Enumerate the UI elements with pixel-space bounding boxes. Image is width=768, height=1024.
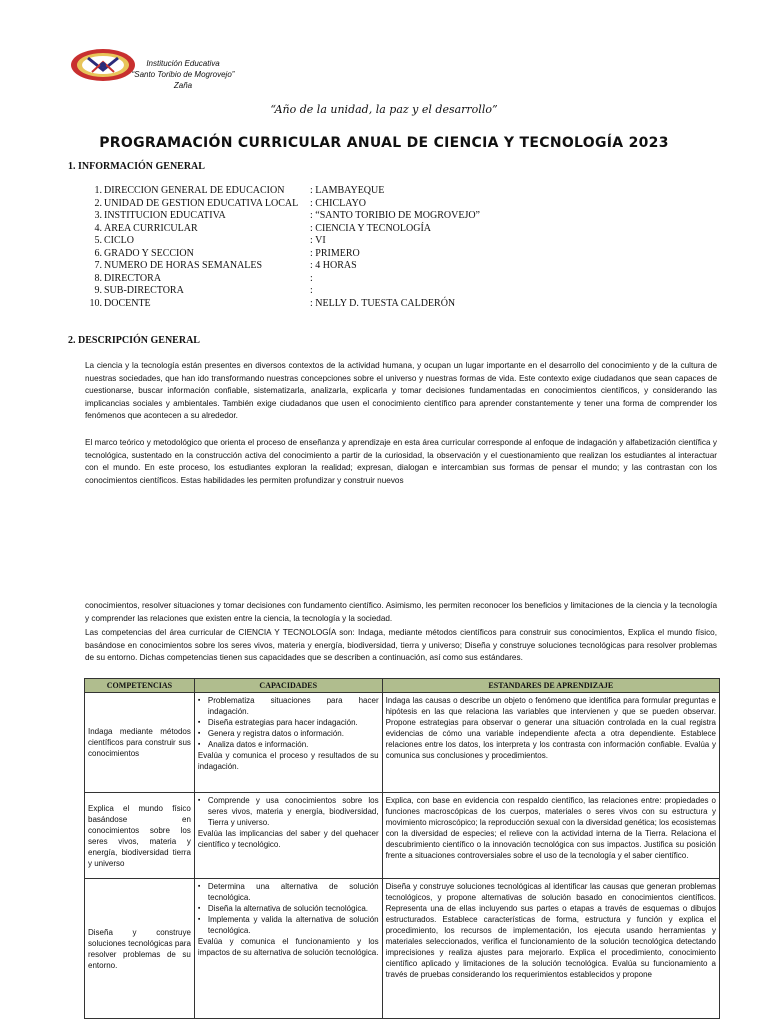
info-value: : CHICLAYO bbox=[310, 197, 367, 209]
capacities-list bbox=[198, 881, 379, 936]
info-number: 8. bbox=[94, 272, 102, 284]
document-title: PROGRAMACIÓN CURRICULAR ANUAL DE CIENCIA Y TECNOLOGÍA 2023 bbox=[99, 135, 669, 151]
info-label: DIRECTORA bbox=[104, 272, 162, 284]
standard-cell: Diseña y construye soluciones tecnológicas al identificar las causas que generan problemas tecnológicos, y propone alternativas de solución basado en conocimientos científicos. Representa una de ellas incluyendo sus partes o etapas a través de esquemas o dibujos estructurados. Establece características de forma, estructura y función y explica el procedimiento, los recursos de implementación, los ejecuta usando herramientas y materiales seleccionados, verifica el funcionamiento de la solución tecnológica detectando imprecisiones y realiza ajustes para mejorarlo. Explica el procedimiento, conocimiento científico aplicado y limitaciones de la solución tecnológica. Evalúa su funcionamiento a través de pruebas considerando los requerimientos establecidos y propone bbox=[382, 879, 719, 1019]
description-paragraph-3: conocimientos, resolver situaciones y tomar decisiones con fundamento científico. Asimismo, les permiten reconocer los beneficios y limitaciones de la ciencia y la tecnología y comprender las relaciones que existen entre la ciencia, la tecnología y la sociedad. bbox=[85, 601, 717, 623]
description-paragraph-1: La ciencia y la tecnología están presentes en diversos contextos de la actividad humana, y ocupan un lugar importante en el desarrollo del conocimiento y de la cultura de nuestras sociedades, que han ido transformando nuestras concepciones sobre el universo y nuestras formas de vida. Este contexto exige ciudadanos que sean capaces de cuestionarse, buscar información confiable, sistematizarla, analizarla, explicarla y tomar decisiones fundamentadas en conocimientos científicos, y considerando las implicancias sociales y ambientales. También exige ciudadanos que usen el conocimiento científico para aprender constantemente y tener una forma de comprender los fenómenos que acontecen a su alrededor. bbox=[85, 361, 717, 420]
info-number: 9. bbox=[94, 285, 102, 296]
section-heading-description: 2. DESCRIPCIÓN GENERAL bbox=[68, 335, 200, 346]
competency-cell: Diseña y construye soluciones tecnológicas para resolver problemas de su entorno. bbox=[85, 879, 195, 1019]
info-value: : 4 HORAS bbox=[310, 260, 357, 271]
capacities-cell bbox=[194, 693, 382, 793]
competencies-table bbox=[84, 678, 720, 1019]
info-label: INSTITUCIÓN EDUCATIVA bbox=[104, 210, 226, 221]
info-value: : CIENCIA Y TECNOLOGÍA bbox=[310, 222, 432, 234]
info-label: NÚMERO DE HORAS SEMANALES bbox=[104, 260, 263, 271]
standard-cell: Indaga las causas o describe un objeto o fenómeno que identifica para formular preguntas e hipótesis en las que relaciona las variables que intervienen y que se pueden observar. Propone estrategias para observar o generar una situación controlada en la cual registra evidencias de cómo una variable independiente afecta a otra dependiente. Establece relaciones entre los datos, los interpreta y los contrasta con información confiable. Evalúa y comunica sus conclusiones y procedimientos. bbox=[382, 693, 719, 793]
capacity-extra: Evalúa y comunica el proceso y resultados de su indagación. bbox=[197, 751, 379, 771]
description-paragraph-4: Las competencias del área curricular de CIENCIA Y TECNOLOGÍA son: Indaga, mediante métodos científicos para construir sus conocimientos, Explica el mundo físico, basándose en conocimientos sobre los seres vivos, materia y energía, biodiversidad, tierra y universo; Diseña y construye soluciones tecnológicas para resolver problemas de su entorno. Dichas competencias tienen sus capacidades que se describen a continuación, así como sus estándares. bbox=[85, 628, 717, 662]
info-value: : “SANTO TORIBIO DE MOGROVEJO” bbox=[310, 210, 480, 221]
info-value: : VI bbox=[310, 235, 326, 246]
table-row bbox=[85, 793, 720, 879]
institution-name bbox=[108, 58, 258, 91]
info-number: 3. bbox=[94, 210, 102, 221]
institution-line-1: Institución Educativa bbox=[146, 59, 220, 68]
info-label: DOCENTE bbox=[104, 297, 151, 309]
capacity-item: ▪ Problematiza situaciones para hacer indagación. bbox=[198, 695, 379, 717]
section-heading-general-info: 1. INFORMACIÓN GENERAL bbox=[68, 161, 205, 172]
capacity-item: ▪ Diseña estrategias para hacer indagación. bbox=[198, 717, 379, 728]
table-header-row bbox=[85, 679, 720, 693]
competency-cell: Explica el mundo físico basándose en conocimientos sobre los seres vivos, materia y energía, biodiversidad tierra y universo bbox=[85, 793, 195, 879]
institution-line-3: Zaña bbox=[173, 81, 193, 90]
capacities-cell bbox=[194, 793, 382, 879]
table-row bbox=[85, 879, 720, 1019]
header-estandares: ESTANDARES DE APRENDIZAJE bbox=[382, 679, 719, 693]
info-number: 10. bbox=[89, 297, 102, 309]
standard-cell: Explica, con base en evidencia con respaldo científico, las relaciones entre: propiedades o funciones macroscópicas de los cuerpos, materiales o seres vivos con su estructura y movimiento microscópico; la reproducción sexual con la diversidad genética; los ecosistemas con la diversidad de especies; el relieve con la actividad interna de la Tierra. Relaciona el descubrimiento científico o la innovación tecnológica con sus impactos. Justifica su posición frente a situaciones controversiales sobre el uso de la tecnología y el saber científico. bbox=[382, 793, 719, 879]
capacity-extra: Evalúa las implicancias del saber y del quehacer científico y tecnológico. bbox=[197, 829, 379, 849]
capacity-item: ▪ Implementa y valida la alternativa de solución tecnológica. bbox=[198, 914, 379, 936]
info-label: SUB-DIRECTORA bbox=[104, 285, 184, 296]
institution-line-2: “Santo Toribio de Mogrovejo” bbox=[131, 70, 235, 79]
info-number: 5. bbox=[94, 235, 102, 246]
capacity-item: ▪ Comprende y usa conocimientos sobre los seres vivos, materia y energía, biodiversidad, Tierra y universo. bbox=[198, 795, 379, 828]
info-value: : PRIMERO bbox=[310, 247, 360, 259]
info-number: 2. bbox=[94, 197, 102, 209]
info-value: : bbox=[310, 272, 313, 284]
info-value: : NELLY D. TUESTA CALDERÓN bbox=[310, 297, 456, 309]
info-value: : bbox=[310, 285, 313, 296]
info-number: 6. bbox=[94, 247, 102, 259]
info-number: 4. bbox=[94, 222, 102, 234]
year-motto: “Año de la unidad, la paz y el desarrollo” bbox=[270, 103, 498, 116]
table-row bbox=[85, 693, 720, 793]
capacity-item: ▪ Analiza datos e información. bbox=[198, 739, 379, 750]
capacity-item: ▪ Genera y registra datos o información. bbox=[198, 728, 379, 739]
capacity-item: ▪ Determina una alternativa de solución tecnológica. bbox=[198, 881, 379, 903]
capacities-cell bbox=[194, 879, 382, 1019]
capacity-item: ▪ Diseña la alternativa de solución tecnológica. bbox=[198, 903, 379, 914]
info-number: 7. bbox=[94, 260, 102, 271]
competency-cell: Indaga mediante métodos científicos para construir sus conocimientos bbox=[85, 693, 195, 793]
info-label: DIRECCIÓN GENERAL DE EDUCACIÓN bbox=[104, 185, 285, 196]
info-label: ÁREA CURRICULAR bbox=[104, 222, 198, 234]
info-label: GRADO Y SECCIÓN bbox=[104, 247, 194, 259]
header-capacidades: CAPACIDADES bbox=[194, 679, 382, 693]
info-number: 1. bbox=[94, 185, 102, 196]
info-value: : LAMBAYEQUE bbox=[310, 185, 385, 196]
capacities-list bbox=[198, 695, 379, 750]
info-label: UNIDAD DE GESTIÓN EDUCATIVA LOCAL bbox=[104, 197, 299, 209]
header-competencias: COMPETENCIAS bbox=[85, 679, 195, 693]
capacities-list bbox=[198, 795, 379, 828]
info-label: CICLO bbox=[104, 235, 134, 246]
description-paragraph-2: El marco teórico y metodológico que orienta el proceso de enseñanza y aprendizaje en esta área curricular corresponde al enfoque de indagación y alfabetización científica y tecnológica, sustentado en la construcción activa del conocimiento a partir de la curiosidad, la observación y el cuestionamiento que realizan los estudiantes al interactuar con el mundo. En este proceso, los estudiantes exploran la realidad; expresan, dialogan e intercambian sus formas de pensar el mundo; y las contrastan con los conocimientos científicos. Estas habilidades les permiten profundizar y construir nuevos bbox=[85, 438, 717, 485]
capacity-extra: Evalúa y comunica el funcionamiento y los impactos de su alternativa de solución tecnológica. bbox=[197, 937, 379, 957]
